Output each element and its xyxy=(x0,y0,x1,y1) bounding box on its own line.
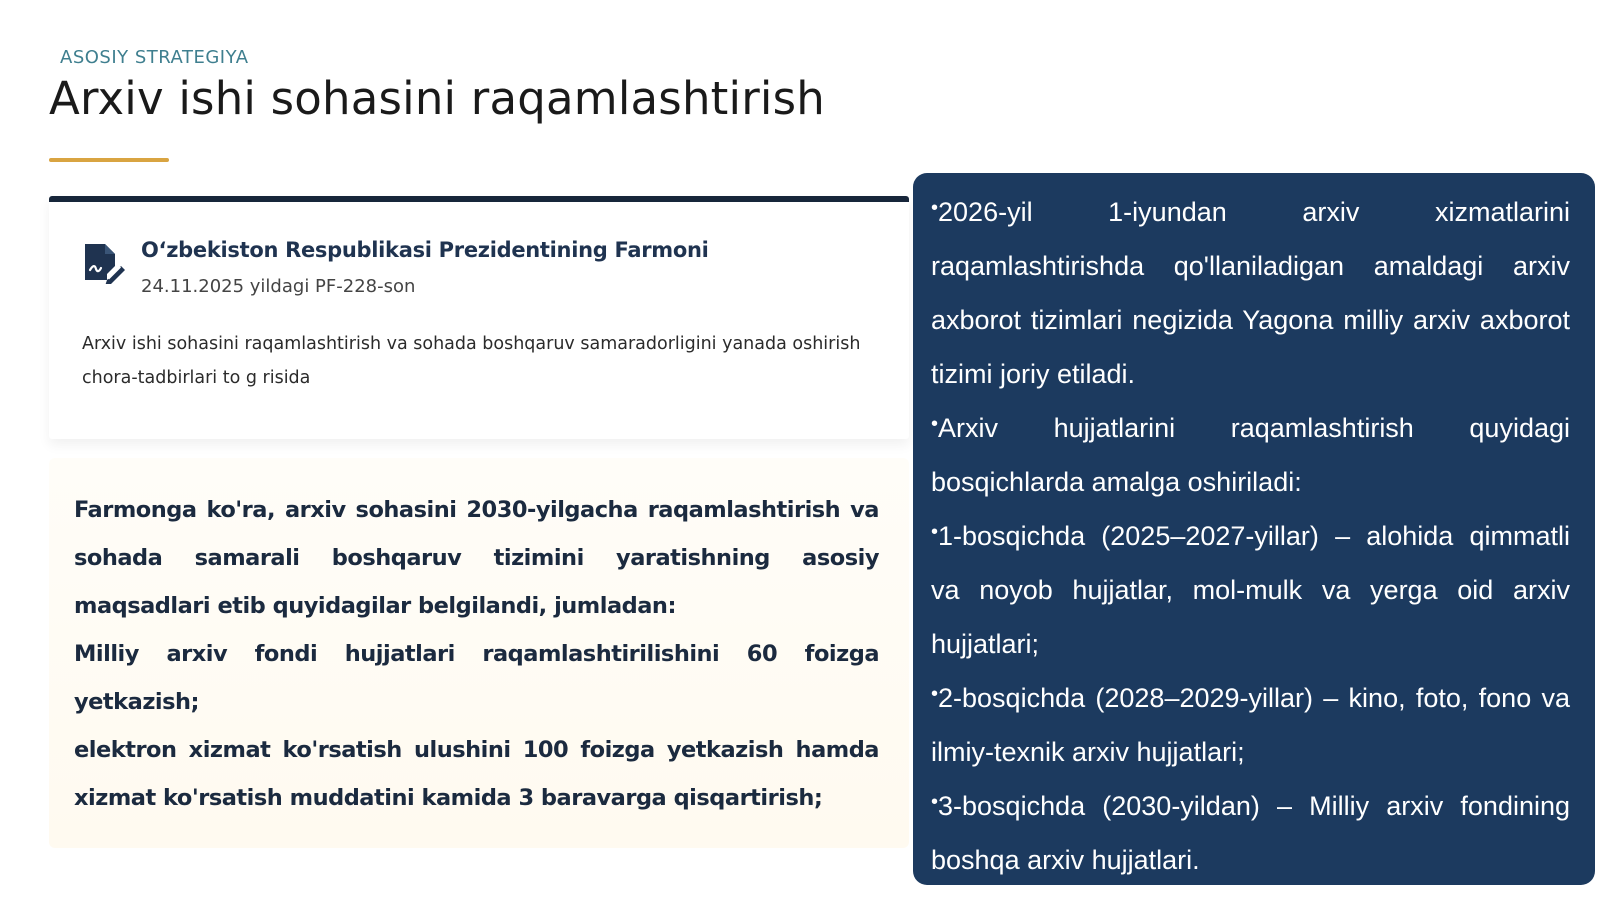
decree-card xyxy=(49,196,909,439)
stage-item xyxy=(931,401,1570,509)
bullet-icon: • xyxy=(931,791,939,813)
decree-description: Arxiv ishi sohasini raqamlashtirish va sohada boshqaruv samaradorligini yanada oshirish chora-tadbirlari to g risida xyxy=(82,334,861,388)
bullet-icon: • xyxy=(931,413,939,435)
stage-item xyxy=(931,509,1570,671)
page-title: Arxiv ishi sohasini raqamlashtirish xyxy=(49,72,825,125)
bullet-icon: • xyxy=(931,521,939,543)
goals-text xyxy=(74,486,879,822)
goals-item: elektron xizmat ko'rsatish ulushini 100 foizga yetkazish hamda xizmat ko'rsatish muddatini kamida 3 baravarga qisqartirish; xyxy=(74,737,879,811)
bullet-icon: • xyxy=(931,197,939,219)
decree-date: 24.11.2025 yildagi PF-228-son xyxy=(141,276,416,297)
stage-text: 1-bosqichda (2025–2027-yillar) – alohida qimmatli va noyob hujjatlar, mol-mulk va yerga oid arxiv hujjatlari; xyxy=(931,521,1570,659)
goals-intro: Farmonga ko'ra, arxiv sohasini 2030-yilgacha raqamlashtirish va sohada samarali boshqaruv tizimini yaratishning asosiy maqsadlari etib quyidagilar belgilandi, jumladan: xyxy=(74,497,879,619)
title-underline xyxy=(49,158,169,162)
stage-text: 3-bosqichda (2030-yildan) – Milliy arxiv fondining boshqa arxiv hujjatlari. xyxy=(931,791,1570,875)
stages-panel xyxy=(913,173,1595,885)
bullet-icon: • xyxy=(931,683,939,705)
stage-text: Arxiv hujjatlarini raqamlashtirish quyidagi bosqichlarda amalga oshiriladi: xyxy=(931,413,1570,497)
stage-text: 2026-yil 1-iyundan arxiv xizmatlarini raqamlashtirishda qo'llaniladigan amaldagi arxiv axborot tizimlari negizida Yagona milliy arxiv axborot tizimi joriy etiladi. xyxy=(931,197,1570,389)
goals-panel xyxy=(49,458,909,848)
goals-item: Milliy arxiv fondi hujjatlari raqamlashtirilishini 60 foizga yetkazish; xyxy=(74,641,879,715)
stage-text: 2-bosqichda (2028–2029-yillar) – kino, foto, fono va ilmiy-texnik arxiv hujjatlari; xyxy=(931,683,1570,767)
stage-item xyxy=(931,779,1570,887)
document-signature-icon xyxy=(81,240,125,284)
decree-title: O‘zbekiston Respublikasi Prezidentining Farmoni xyxy=(141,238,709,262)
stage-item xyxy=(931,185,1570,401)
section-eyebrow: ASOSIY STRATEGIYA xyxy=(60,47,249,68)
stage-item xyxy=(931,671,1570,779)
